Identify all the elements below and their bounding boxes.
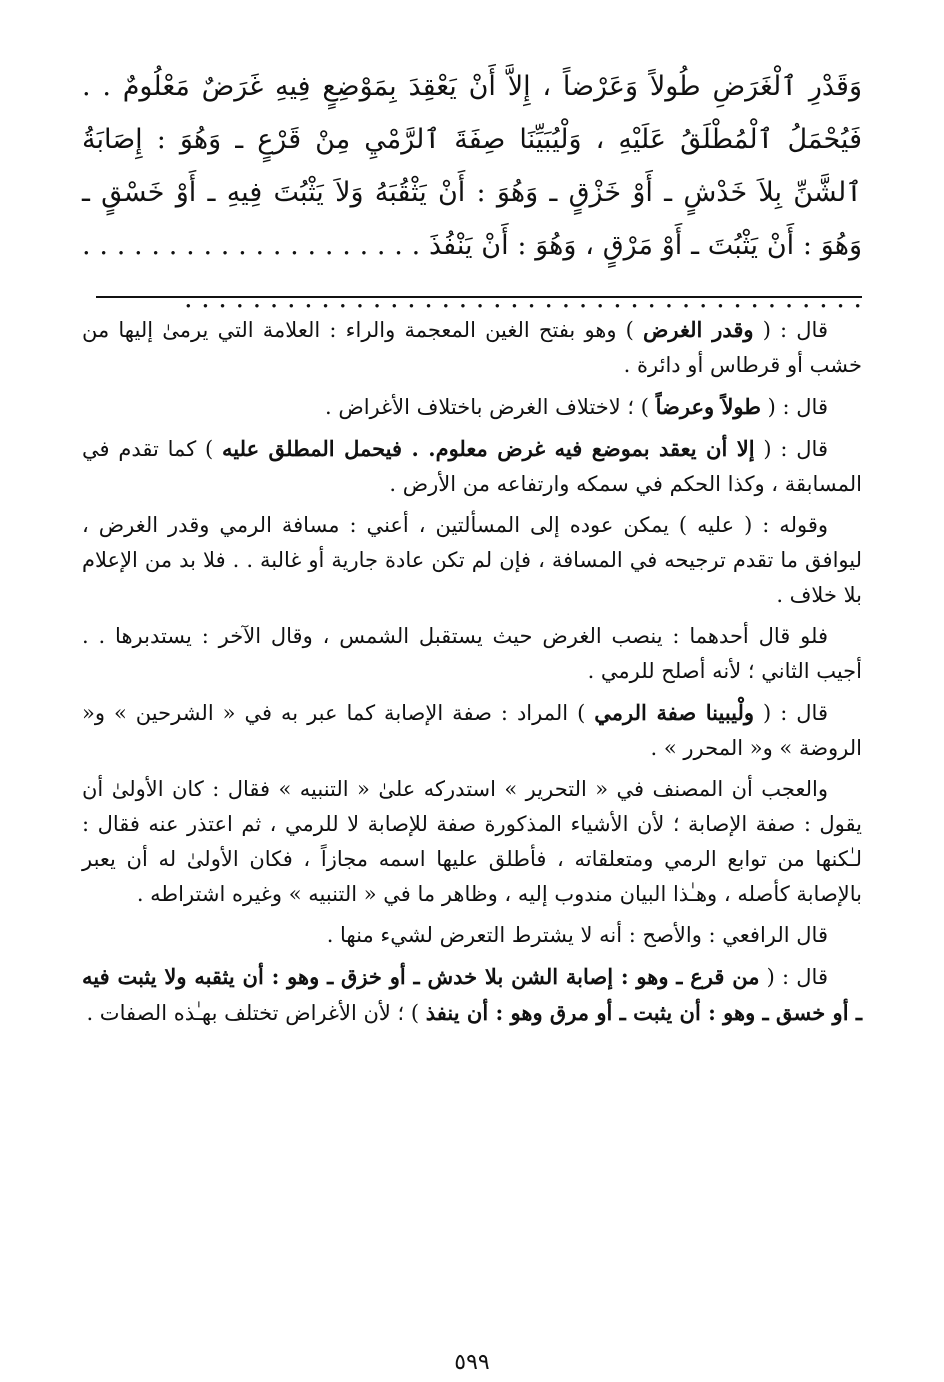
footnote-divider — [96, 296, 862, 298]
commentary-text: ) كما تقدم في المسابقة ، وكذا الحكم في سمكه وارتفاعه من الأرض . — [82, 437, 862, 496]
main-text-line: وَقَدْرِ ٱلْغَرَضِ طُولاً وَعَرْضاً ، إِلاَّ أَنْ يَعْقِدَ بِمَوْضِعٍ فِيهِ غَرَضٌ مَعْلُومٌ . . فَيُحْمَلُ ٱلْمُطْلَقُ عَلَيْهِ ، وَلْيُبَيِّنَا صِفَةَ ٱلرَّمْيِ مِنْ قَرْعٍ ـ وَهُوَ : إِصَابَةُ ٱلشَّنِّ بِلاَ خَدْشٍ ـ أَوْ خَزْقٍ ـ وَهُوَ : أَنْ يَثْقُبَهُ وَلاَ يَثْبُتَ فِيهِ ـ أَوْ خَسْقٍ ـ وَهُوَ : أَنْ يَثْبُتَ ـ أَوْ مَرْقٍ ، وَهُوَ : أَنْ يَنْفُذَ — [82, 71, 863, 261]
commentary-text: قال الرافعي : والأصح : أنه لا يشترط التعرض لشيء منها . — [326, 923, 828, 947]
quoted-text: طولاً وعرضاً — [655, 394, 761, 419]
commentary-paragraph — [82, 772, 862, 912]
commentary-paragraph — [82, 508, 862, 613]
commentary-text: قال : ( — [761, 395, 828, 419]
page — [82, 60, 863, 1375]
commentary-text: فلو قال أحدهما : ينصب الغرض حيث يستقبل الشمس ، وقال الآخر : يستدبرها . . أجيب الثاني ؛ لأنه أصلح للرمي . — [82, 624, 862, 683]
quoted-text: وقدر الغرض — [643, 317, 754, 342]
quoted-text: إلا أن يعقد بموضع فيه غرض معلوم. . فيحمل المطلق عليه — [222, 436, 755, 461]
commentary-text: قال : ( — [754, 437, 828, 461]
commentary-text: والعجب أن المصنف في « التحرير » استدركه علىٰ « التنبيه » فقال : كان الأولىٰ أن يقول : صفة الإصابة ؛ لأن الأشياء المذكورة صفة للإصابة لا للرمي ، ثم اعتذر عنه فقال : لـٰكنها من توابع الرمي ومتعلقاته ، فأطلق عليها اسمه مجازاً ، فكان الأولىٰ له أن يعبر بالإصابة كأصله ، وهـٰذا البيان مندوب إليه ، وظاهر ما في « التنبيه » وغيره اشتراطه . — [82, 777, 862, 906]
commentary-paragraph — [82, 959, 862, 1031]
commentary-text: ) ؛ لأن الأغراض تختلف بهـٰذه الصفات . — [86, 1001, 426, 1025]
main-text-paragraph — [82, 60, 862, 325]
commentary-paragraph — [82, 619, 862, 689]
commentary-text: ) ؛ لاختلاف الغرض باختلاف الأغراض . — [324, 395, 656, 419]
commentary-text: وقوله : ( عليه ) يمكن عوده إلى المسألتين ، أعني : مسافة الرمي وقدر الغرض ، ليوافق ما تقدم ترجيحه في المسافة ، فإن لم تكن عادة جارية أو غالبة . . فلا بد من الإعلام بلا خلاف . — [82, 513, 862, 607]
commentary-paragraph — [82, 918, 862, 953]
commentary-paragraph — [82, 431, 862, 502]
quoted-text: ولْيبينا صفة الرمي — [594, 700, 755, 725]
commentary-text: قال : ( — [759, 965, 828, 989]
commentary-text: قال : ( — [754, 701, 828, 725]
commentary-paragraph — [82, 312, 862, 383]
commentary-text: قال : ( — [753, 318, 828, 342]
commentary-paragraph — [82, 389, 862, 425]
commentary-paragraph — [82, 695, 862, 766]
page-number: ٥٩٩ — [454, 1350, 490, 1375]
commentary-block — [82, 312, 862, 1037]
ellipsis-dots: . . . . . . . . . . . . . . . . . . . . . . . . . . . . . . . . . . . . . . . . . . . . . . . . . . . . . . . . . . . . — [82, 230, 862, 314]
commentary-text: ) المراد : صفة الإصابة كما عبر به في « الشرحين » و« الروضة » و« المحرر » . — [82, 701, 862, 760]
main-text-block — [82, 60, 863, 314]
quoted-text: من قرع ـ وهو : إصابة الشن بلا خدش ـ أو خزق ـ وهو : أن يثقبه ولا يثبت فيه ـ أو خسق ـ وهو : أن يثبت ـ أو مرق وهو : أن ينفذ — [82, 964, 862, 1025]
commentary-text: ) وهو بفتح الغين المعجمة والراء : العلامة التي يرمىٰ إليها من خشب أو قرطاس أو دائرة . — [82, 318, 862, 377]
